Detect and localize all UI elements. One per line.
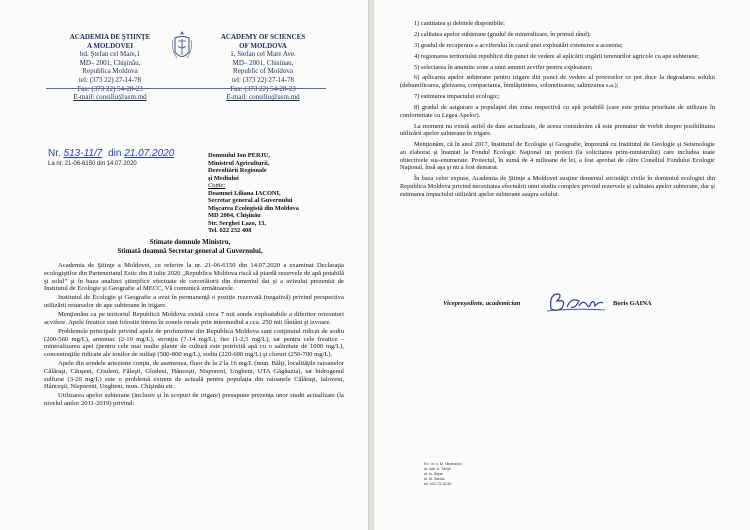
list-item: 2) calitatea apelor subterane (gradul de mineralizare, în primul rând); [414, 30, 591, 38]
header-ro-line1: ACADEMIA DE ŞTIINŢE [69, 33, 151, 41]
list-item: 8) gradul de asigurare a populaţiei din zona respectivă cu apă potabilă (care este prima prioritate de utilizare în conformitate cu Legea Apelor). [400, 103, 715, 119]
header-ro-line6: tel: (373 22) 27-14-78 [78, 75, 141, 84]
handwritten-signature [545, 289, 607, 315]
header-ro-email[interactable]: E-mail: consiliu@asm.md [73, 93, 147, 102]
addressee-line4: şi Mediului [208, 174, 239, 182]
addressee-line1: Domnului Ion PERJU, [208, 152, 270, 159]
list-item: 5) selectarea în anumite zone a unui anumit acvifer pentru exploatare; [414, 63, 593, 71]
addressee-line2: Ministrul Agriculturii, [208, 159, 270, 167]
header-romanian [52, 33, 168, 102]
body-paragraph: La moment nu există astfel de date actualizate, de aceea considerăm că este prematur de vorbit despre posibilitatea utilizării apelor subterane în irigare. [400, 122, 715, 138]
footer-line1: Ex.: m. c. M. Nedealcov [424, 462, 462, 466]
header-en-email[interactable]: E-mail: consiliu@asm.md [226, 93, 300, 102]
signatory-name: Boris GAINA [613, 300, 652, 307]
header-ro-line3: bd. Ştefan cel Mare,1 [79, 50, 141, 59]
page-gutter [368, 0, 374, 530]
header-en-line1: ACADEMY OF SCIENCES [220, 33, 306, 41]
list-item: 6) aplicarea apelor subterane pentru irigare din punct de vedere al proceselor ce pot duce la degradarea solului (dehumificarea, gleizarea, compactarea, înmlăştinirea, solonetizarea, salinizarea s.a.); [400, 74, 715, 90]
signatory-title: Vicepreşedinte, academician [443, 300, 521, 307]
registration-number [48, 148, 174, 159]
header-en-line6: tel: (373 22) 27-14-78 [231, 75, 294, 84]
body-paragraph: Apele din sondele arteziene conţin, de asemenea, fluor de la 2 la 16 mg/L (mun. Bălţi, localităţile raioanelor Călăraşi, Căuşeni, Criuleni, Făleşti, Glodeni, Hânceşti, Nisporeni, Ungheni, UTA Găgăuzia), iar hidrogenul sulfurat (3-20 mg/L) este o problemă extrem de actuală pentru populaţia din raioanele Călăraşi, Ialoveni, Hânceşti, Nisporeni, Ungheni, mun. Chişinău etc. [44, 360, 344, 391]
salutation [40, 238, 340, 255]
addressee-line9: Str. Serghei Lazo, 13, [208, 219, 266, 227]
addressee-line5: Doamnei Liliana IACONI, [208, 189, 281, 197]
registration-din-label: din [108, 148, 122, 159]
header-ro-line5: Republica Moldova [82, 67, 138, 76]
list-item: 7) estimarea impactului ecologic; [414, 93, 500, 101]
addressee-block [208, 152, 348, 235]
academy-crest-icon [171, 30, 193, 64]
list-item: 1) cantitatea şi debitele disponibile; [414, 20, 505, 27]
header-ro-line4: MD– 2001, Chişinău, [79, 58, 141, 67]
addressee-line8: MD 2004, Chişinău [208, 212, 261, 219]
addressee-line3: Dezvoltării Regionale [208, 167, 267, 174]
body-paragraph: Institutul de Ecologie şi Geografie a avut în permanenţă o poziţie rezervată (negativă) privind perspectiva utilizării resurselor de ape subterane în irigare. [44, 294, 344, 310]
letter-body-page-2 [400, 20, 715, 201]
footer-line2: dr. hab. A. Tărîţă [424, 467, 451, 471]
salutation-line2: Stimată doamnă Secretar general al Guvernului, [117, 246, 263, 255]
header-english [205, 33, 321, 102]
header-en-line4: MD– 2001, Chisinau, [232, 58, 294, 67]
addressee-line10: Tel. 022 232 408 [208, 227, 252, 234]
executors-footer [424, 462, 462, 487]
footer-line4: dr. M. Sanda [424, 477, 445, 481]
list-item: 4) regionarea teritoriului republicii din punct de vedere al aplicării irigării terenurilor agricole cu ape subterane; [414, 52, 700, 60]
header-en-line3: 1, Stefan cel Mare Ave. [230, 50, 296, 59]
letter-body-page-1 [44, 262, 344, 409]
body-paragraph: În baza celor expuse, Academia de Ştiinţe a Moldovei susţine demersul societăţii civile în domeniul ecologiei din Republica Moldova privind necesitatea efectuării unui studiu complex privind rezervele şi calitatea apelor subterane, dar şi estimarea impactului utilizării apelor subterane asupra solului. [400, 175, 715, 198]
footer-line5: tel. 022-73-15-50 [424, 482, 452, 486]
addressee-line7: Mişcarea Ecologistă din Moldova [208, 204, 299, 212]
addressee-line6: Secretar general al Guvernului [208, 197, 293, 204]
header-divider [46, 88, 326, 89]
body-paragraph: Utilizarea apelor subterane (inclusiv şi în scopuri de irigare) presupune prezenţa unor studii actualizate (la nivelul anilor 2011-2019) privind: [44, 392, 344, 408]
salutation-line1: Stimate domnule Ministru, [149, 238, 231, 246]
registration-no-label: Nr. [48, 148, 61, 159]
list-item: 3) gradul de recuperare a acviferului în cazul unei exploatări extensive a acestuia; [414, 41, 623, 49]
body-paragraph: Academia de Ştiinţe a Moldovei, cu referire la nr. 21-06-6150 din 14.07.2020 a examinat Declaraţia ecologiştilor din Parteneriatul Estic din 8 iulie 2020 „Republica Moldova riscă să piardă rezervele de apă potabilă şi solul” şi în baza analizei ştiinţifice efectuate de cercetătorii din domeniul dat şi a avizului prezentat de Institutul de Ecologie şi Geografie al MECC, Vă comunică următoarele. [44, 262, 344, 293]
registration-reference: La nr. 21-06-6150 din 14.07.2020 [48, 161, 137, 167]
registration-date-value: 21.07.2020 [124, 148, 175, 159]
header-en-line5: Republic of Moldova [233, 67, 293, 76]
registration-number-value: 513-11/7 [63, 148, 103, 159]
body-paragraph: Menţionăm, că în anul 2017, Institutul de Ecologie şi Geografie, împreună cu Institutul de Geologie şi Seismologie au elaborat şi înaintat la Fondul Ecologic Naţional un proiect (la solicitarea prim-ministrului) care includea toate obiectivele sus-enumerate. Proiectul, în sumă de 4 milioane de lei, a fost aprobat de către Consiliul Fondului Ecologic Naţional, însă aşa şi nu a fost demarat. [400, 141, 715, 172]
body-paragraph: Menţionăm ca pe teritoriul Republicii Moldova există circa 7 mii sonde exploatabile a diferitor orizonturi acvifere. Apele freatice sunt folosite intens în zonele rurale prin intermediul a cca. 250 mii fântâni şi izvoare. [44, 311, 344, 326]
header-ro-line2: A MOLDOVEI [86, 41, 134, 50]
footer-line3: dr. Iu. Bejan [424, 472, 444, 476]
header-en-line2: OF MOLDOVA [239, 41, 287, 50]
addressee-copy-label: Copie: [208, 182, 226, 189]
body-paragraph: Problemele principale privind apele de profunzime din Republica Moldova sunt conţinutul ridicat de sodiu (200-560 mg/L), amoniac (2-10 mg/L), stronţiu (7-14 mg/L), fier (1-2,5 mg/L), iar pentru cele freatice – mineralizarea apei (pentru cele mai multe plante de cultură este potrivită apă cu o salinitate de 1000 mg/L), concentraţiile ridicate ale ionilor de sulfaţi (500-800 mg/L), sodiu (220-600 mg/L) şi cloruri (250-700 mg/L). [44, 327, 344, 359]
